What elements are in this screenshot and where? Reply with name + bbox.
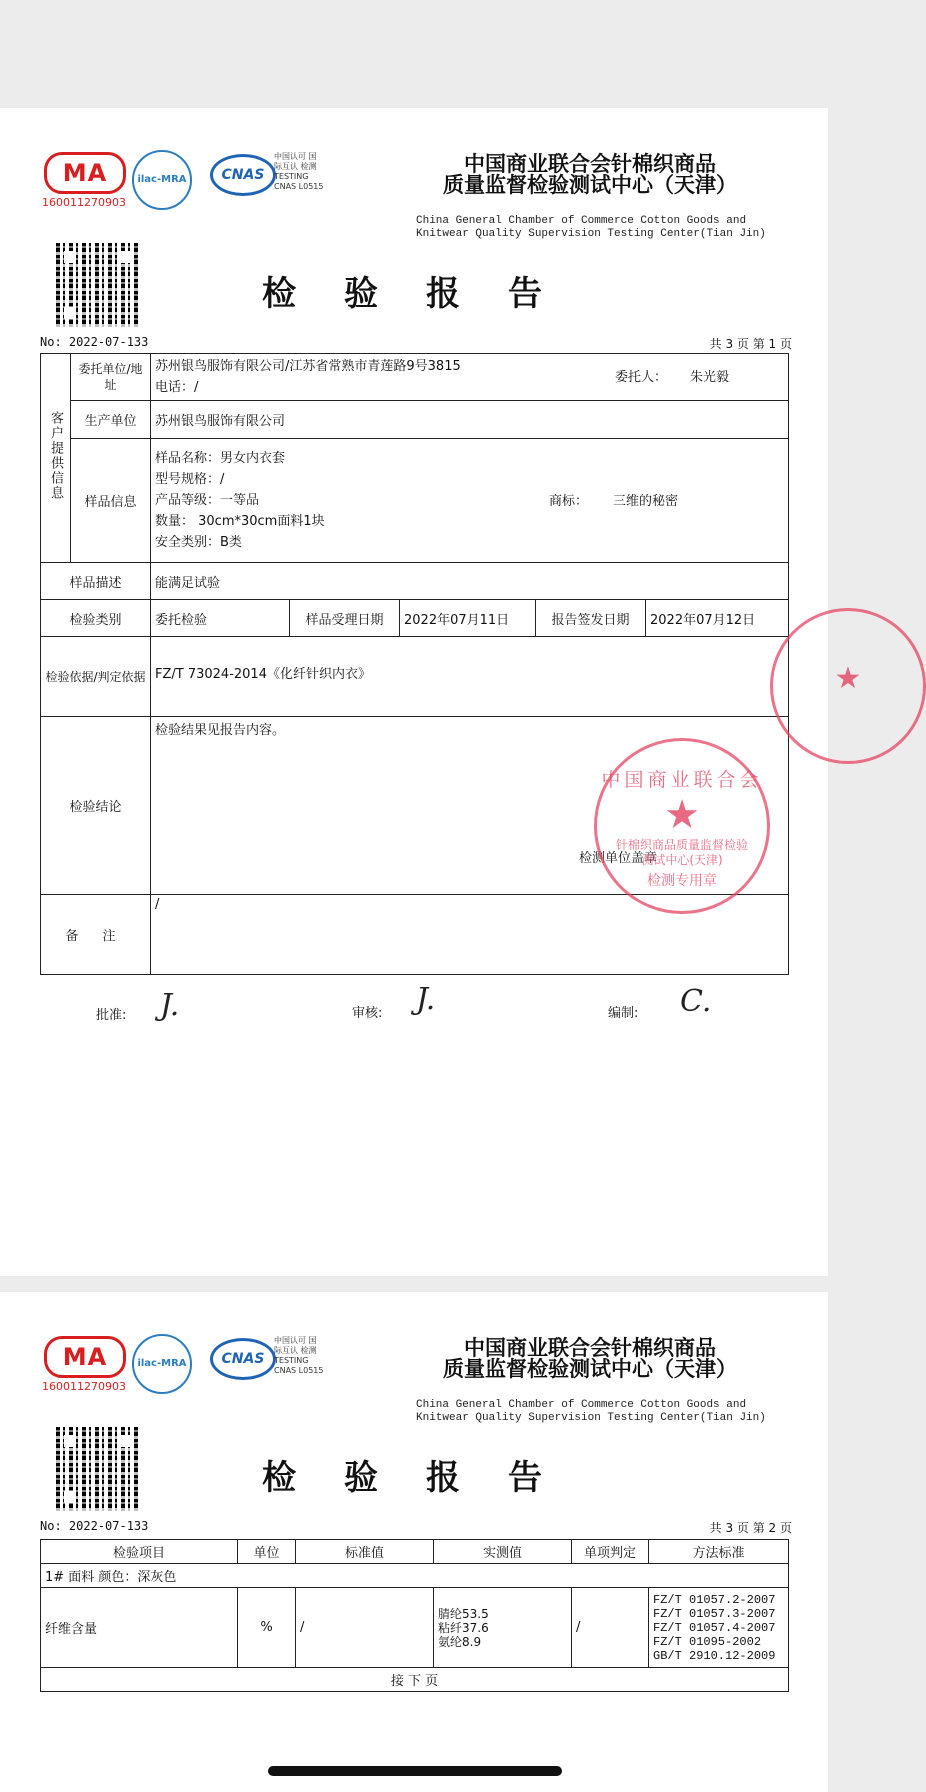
received-label: 样品受理日期 [290, 600, 400, 637]
seal-caption: 检测单位盖章 [579, 851, 658, 866]
report-page-2 [0, 1292, 828, 1792]
ilac-logo: ilac-MRA [132, 150, 192, 210]
basis-label: 检验依据/判定依据 [41, 637, 151, 717]
cma-logo: MA [44, 1336, 126, 1378]
cnas-logo: CNAS [210, 1338, 276, 1380]
type-value: 委托检验 [151, 600, 290, 637]
sample-info-cell: 样品名称：男女内衣套 型号规格：/ 产品等级：一等品 数量： 30cm*30cm面料1块 安全类别：B类 商标： 三维的秘密 [151, 439, 789, 563]
standard-cell: / [296, 1588, 434, 1668]
review-signature-icon: J. [416, 982, 436, 1017]
cma-logo: MA [44, 152, 126, 194]
col-header: 单位 [238, 1540, 296, 1564]
results-table [40, 1539, 789, 1692]
trademark-label: 商标： [549, 494, 589, 509]
conclusion-cell: 检验结果见报告内容。 检测单位盖章 [151, 717, 789, 895]
org-name-cn: 中国商业联合会针棉织商品 质量监督检验测试中心（天津） [443, 1336, 737, 1381]
home-indicator[interactable] [268, 1766, 562, 1776]
sample-info-label: 样品信息 [71, 439, 151, 563]
doc-title: 检验报告 [262, 274, 590, 314]
compile-label: 编制: [608, 1006, 639, 1021]
client-cell: 苏州银鸟服饰有限公司/江苏省常熟市青莲路9号3815 电话：/ 委托人： 朱光毅 [151, 354, 789, 401]
continued-row: 接 下 页 [41, 1668, 789, 1692]
col-header: 实测值 [434, 1540, 572, 1564]
producer-value: 苏州银鸟服饰有限公司 [151, 401, 789, 439]
producer-label: 生产单位 [71, 401, 151, 439]
consignor-label: 委托人： [615, 370, 668, 385]
basis-value: FZ/T 73024-2014《化纤针织内衣》 [151, 637, 789, 717]
col-header: 标准值 [296, 1540, 434, 1564]
desc-label: 样品描述 [41, 563, 151, 600]
remark-label: 备 注 [41, 895, 151, 975]
org-name-cn: 中国商业联合会针棉织商品 质量监督检验测试中心（天津） [443, 152, 737, 197]
client-label: 委托单位/地址 [71, 354, 151, 401]
org-name-en: China General Chamber of Commerce Cotton Goods and Knitwear Quality Supervision Testing Center(Tian Jin) [416, 215, 766, 240]
col-header: 单项判定 [572, 1540, 649, 1564]
col-header: 检验项目 [41, 1540, 238, 1564]
received-value: 2022年07月11日 [400, 600, 536, 637]
item-cell: 纤维含量 [41, 1588, 238, 1668]
desc-value: 能满足试验 [151, 563, 789, 600]
col-header: 方法标准 [649, 1540, 789, 1564]
edge-stamp-icon: ★ [770, 608, 926, 764]
measured-cell: 腈纶53.5 粘纤37.6 氨纶8.9 [434, 1588, 572, 1668]
qr-code-icon [56, 243, 140, 327]
cnas-logo: CNAS [210, 154, 276, 196]
approve-signature-icon: J. [160, 988, 180, 1023]
section-row: 1# 面料 颜色：深灰色 [41, 1564, 789, 1588]
consignor-value: 朱光毅 [690, 370, 730, 385]
cnas-text: 中国认可 国际互认 检测 TESTING CNAS L0515 [274, 152, 324, 191]
qr-code-icon [56, 1427, 140, 1511]
report-page-1 [0, 108, 862, 1276]
type-label: 检验类别 [41, 600, 151, 637]
approve-label: 批准: [96, 1008, 127, 1023]
doc-title: 检验报告 [262, 1458, 590, 1498]
customer-info-group: 客户提供信息 [41, 354, 71, 563]
review-label: 审核: [352, 1006, 383, 1021]
trademark-value: 三维的秘密 [613, 494, 679, 509]
compile-signature-icon: C. [680, 984, 712, 1019]
page-number: 共 3 页 第 1 页 [709, 337, 792, 351]
ilac-logo: ilac-MRA [132, 1334, 192, 1394]
remark-value: / [151, 895, 789, 975]
page-number: 共 3 页 第 2 页 [709, 1521, 792, 1535]
org-name-en: China General Chamber of Commerce Cotton Goods and Knitwear Quality Supervision Testing Center(Tian Jin) [416, 1399, 766, 1424]
issued-label: 报告签发日期 [536, 600, 646, 637]
cma-number: 160011270903 [42, 1380, 126, 1393]
conclusion-label: 检验结论 [41, 717, 151, 895]
method-cell: FZ/T 01057.2-2007 FZ/T 01057.3-2007 FZ/T 01057.4-2007 FZ/T 01095-2002 GB/T 2910.12-2009 [649, 1588, 789, 1668]
report-number: No: 2022-07-133 [40, 335, 149, 349]
table-row [41, 1588, 789, 1668]
report-number: No: 2022-07-133 [40, 1519, 149, 1533]
judgement-cell: / [572, 1588, 649, 1668]
cma-number: 160011270903 [42, 196, 126, 209]
unit-cell: % [238, 1588, 296, 1668]
issued-value: 2022年07月12日 [646, 600, 789, 637]
official-stamp-icon: 中国商业联合会 ★ 针棉织商品质量监督检验测试中心(天津) 检测专用章 [594, 738, 770, 914]
cnas-text: 中国认可 国际互认 检测 TESTING CNAS L0515 [274, 1336, 324, 1375]
